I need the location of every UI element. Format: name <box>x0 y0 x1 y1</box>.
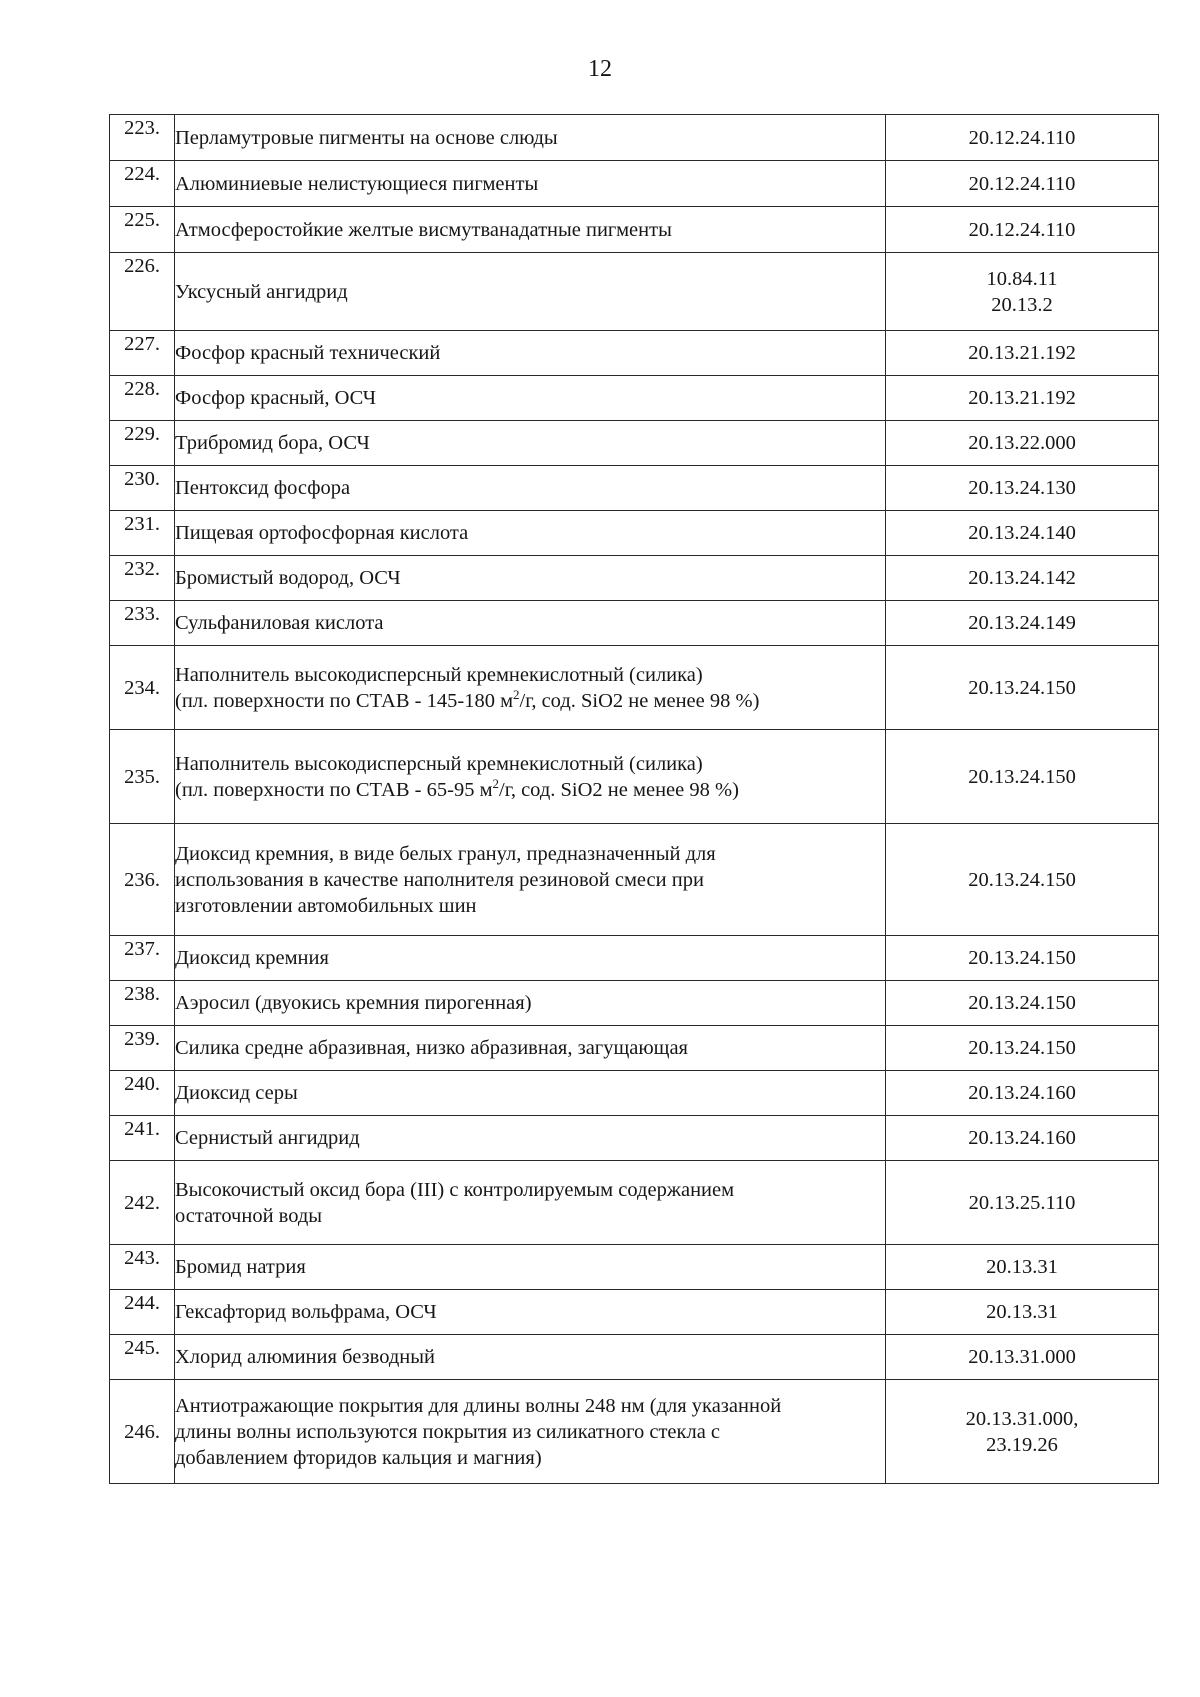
substance-name <box>175 421 886 466</box>
name-line: Диоксид серы <box>175 1082 298 1104</box>
okpd-code <box>886 1335 1159 1380</box>
name-line: Пентоксид фосфора <box>175 477 351 499</box>
code-line: 20.13.31 <box>986 1301 1058 1323</box>
table-row <box>110 1290 1159 1335</box>
table-row <box>110 161 1159 207</box>
row-number: 224. <box>110 161 175 207</box>
table-row <box>110 556 1159 601</box>
name-line: Уксусный ангидрид <box>175 280 348 303</box>
substances-table <box>109 114 1159 1484</box>
substance-name <box>175 1290 886 1335</box>
row-number: 236. <box>110 824 175 936</box>
name-line: Аэросил (двуокись кремния пирогенная) <box>175 992 532 1014</box>
table-row <box>110 466 1159 511</box>
name-line: Силика средне абразивная, низко абразивная, загущающая <box>175 1037 688 1059</box>
okpd-code <box>886 253 1159 331</box>
row-number: 227. <box>110 331 175 376</box>
row-number: 246. <box>110 1380 175 1484</box>
table-row <box>110 824 1159 936</box>
table-row <box>110 1335 1159 1380</box>
table-row <box>110 1245 1159 1290</box>
row-number: 245. <box>110 1335 175 1380</box>
name-fragment: /г, сод. SiO2 не менее 98 %) <box>519 689 760 712</box>
row-number: 244. <box>110 1290 175 1335</box>
okpd-code <box>886 646 1159 730</box>
name-line: остаточной воды <box>175 1204 323 1227</box>
okpd-code <box>886 1290 1159 1335</box>
code-line: 20.13.2 <box>991 293 1053 316</box>
row-number: 231. <box>110 511 175 556</box>
okpd-code <box>886 161 1159 207</box>
name-line: Бромид натрия <box>175 1256 306 1278</box>
name-line: Фосфор красный технический <box>175 342 441 364</box>
okpd-code <box>886 936 1159 981</box>
substance-name <box>175 936 886 981</box>
row-number: 241. <box>110 1116 175 1161</box>
row-number: 233. <box>110 601 175 646</box>
okpd-code <box>886 115 1159 161</box>
name-line: Наполнитель высокодисперсный кремнекислотный (силика) <box>175 752 703 775</box>
table-row <box>110 421 1159 466</box>
name-line: Сернистый ангидрид <box>175 1127 360 1149</box>
code-line: 20.13.22.000 <box>968 432 1076 454</box>
okpd-code <box>886 1026 1159 1071</box>
code-line: 23.19.26 <box>986 1433 1058 1456</box>
row-number: 225. <box>110 207 175 253</box>
substance-name <box>175 1071 886 1116</box>
name-fragment: (пл. поверхности по СТАВ - 145-180 м <box>175 689 514 712</box>
name-line: Трибромид бора, ОСЧ <box>175 432 370 454</box>
row-number: 232. <box>110 556 175 601</box>
substance-name <box>175 161 886 207</box>
name-line: использования в качестве наполнителя резиновой смеси при <box>175 868 704 891</box>
code-line: 20.13.24.150 <box>968 947 1076 969</box>
row-number: 238. <box>110 981 175 1026</box>
row-number: 234. <box>110 646 175 730</box>
table-row <box>110 331 1159 376</box>
okpd-code <box>886 207 1159 253</box>
code-line: 20.13.24.149 <box>968 612 1076 634</box>
substance-name <box>175 1245 886 1290</box>
okpd-code <box>886 331 1159 376</box>
code-line: 20.13.21.192 <box>968 342 1076 364</box>
page-number: 12 <box>588 56 612 82</box>
table-body <box>110 115 1159 1484</box>
substance-name <box>175 1116 886 1161</box>
okpd-code <box>886 466 1159 511</box>
okpd-code <box>886 1161 1159 1245</box>
code-line: 20.13.24.160 <box>968 1082 1076 1104</box>
name-line: Сульфаниловая кислота <box>175 612 384 634</box>
substance-name <box>175 1380 886 1484</box>
substance-name <box>175 511 886 556</box>
table-row <box>110 511 1159 556</box>
table-row <box>110 253 1159 331</box>
code-line: 20.13.24.142 <box>968 567 1076 589</box>
row-number: 237. <box>110 936 175 981</box>
table-row <box>110 115 1159 161</box>
code-line: 20.12.24.110 <box>968 172 1076 195</box>
code-line: 20.13.24.150 <box>968 676 1076 699</box>
okpd-code <box>886 601 1159 646</box>
name-line: добавлением фторидов кальция и магния) <box>175 1446 542 1469</box>
okpd-code <box>886 1380 1159 1484</box>
name-line: Диоксид кремния, в виде белых гранул, предназначенный для <box>175 842 716 865</box>
code-line: 20.13.31.000, <box>965 1407 1079 1430</box>
table-row <box>110 1380 1159 1484</box>
row-number: 229. <box>110 421 175 466</box>
code-line: 20.13.24.150 <box>968 765 1076 788</box>
code-line: 20.12.24.110 <box>968 218 1076 241</box>
row-number: 228. <box>110 376 175 421</box>
okpd-code <box>886 730 1159 824</box>
table-row <box>110 981 1159 1026</box>
code-line: 10.84.11 <box>986 267 1058 290</box>
okpd-code <box>886 421 1159 466</box>
substance-name <box>175 1026 886 1071</box>
substance-name <box>175 376 886 421</box>
table-row <box>110 1026 1159 1071</box>
substance-name <box>175 253 886 331</box>
okpd-code <box>886 1245 1159 1290</box>
code-line: 20.13.31 <box>986 1256 1058 1278</box>
code-line: 20.13.24.160 <box>968 1127 1076 1149</box>
okpd-code <box>886 376 1159 421</box>
substance-name <box>175 1335 886 1380</box>
substance-name <box>175 981 886 1026</box>
table-row <box>110 730 1159 824</box>
row-number: 235. <box>110 730 175 824</box>
substance-name <box>175 646 886 730</box>
code-line: 20.13.24.150 <box>968 1037 1076 1059</box>
name-line: Перламутровые пигменты на основе слюды <box>175 126 558 149</box>
name-fragment: /г, сод. SiO2 не менее 98 %) <box>499 778 739 801</box>
substance-name <box>175 824 886 936</box>
okpd-code <box>886 1071 1159 1116</box>
table-row <box>110 1071 1159 1116</box>
name-line: Фосфор красный, ОСЧ <box>175 387 377 409</box>
table-row <box>110 376 1159 421</box>
okpd-code <box>886 511 1159 556</box>
unit-superscript: 2 <box>513 686 520 702</box>
name-line: Пищевая ортофосфорная кислота <box>175 522 469 544</box>
substance-name <box>175 556 886 601</box>
name-line: изготовлении автомобильных шин <box>175 894 477 917</box>
row-number: 243. <box>110 1245 175 1290</box>
substance-name <box>175 1161 886 1245</box>
code-line: 20.13.25.110 <box>968 1191 1076 1214</box>
row-number: 242. <box>110 1161 175 1245</box>
substance-name <box>175 730 886 824</box>
name-line: Антиотражающие покрытия для длины волны 248 нм (для указанной <box>175 1394 782 1417</box>
name-line: Алюминиевые нелистующиеся пигменты <box>175 172 539 195</box>
substance-name <box>175 115 886 161</box>
name-line: длины волны используются покрытия из силикатного стекла с <box>175 1420 721 1443</box>
unit-superscript: 2 <box>492 775 500 791</box>
code-line: 20.13.24.150 <box>968 868 1076 891</box>
code-line: 20.13.24.150 <box>968 992 1076 1014</box>
name-line: Высокочистый оксид бора (III) с контролируемым содержанием <box>175 1178 735 1201</box>
table-row <box>110 601 1159 646</box>
table-row <box>110 646 1159 730</box>
okpd-code <box>886 824 1159 936</box>
name-line: Атмосферостойкие желтые висмутванадатные пигменты <box>175 218 672 241</box>
table-row <box>110 936 1159 981</box>
row-number: 226. <box>110 253 175 331</box>
okpd-code <box>886 981 1159 1026</box>
code-line: 20.13.24.130 <box>968 477 1076 499</box>
substance-name <box>175 601 886 646</box>
code-line: 20.12.24.110 <box>968 126 1076 149</box>
table-row <box>110 1116 1159 1161</box>
table-row <box>110 207 1159 253</box>
okpd-code <box>886 1116 1159 1161</box>
okpd-code <box>886 556 1159 601</box>
substance-name <box>175 331 886 376</box>
name-line: Диоксид кремния <box>175 947 329 969</box>
name-fragment: (пл. поверхности по СТАВ - 65-95 м <box>175 778 493 801</box>
row-number: 239. <box>110 1026 175 1071</box>
name-line: Хлорид алюминия безводный <box>175 1346 436 1368</box>
code-line: 20.13.24.140 <box>968 522 1076 544</box>
substance-name <box>175 207 886 253</box>
table-row <box>110 1161 1159 1245</box>
row-number: 240. <box>110 1071 175 1116</box>
name-line: Бромистый водород, ОСЧ <box>175 567 401 589</box>
row-number: 230. <box>110 466 175 511</box>
substance-name <box>175 466 886 511</box>
name-line <box>175 688 885 714</box>
name-line: Гексафторид вольфрама, ОСЧ <box>175 1301 437 1323</box>
code-line: 20.13.31.000 <box>968 1346 1076 1368</box>
name-line: Наполнитель высокодисперсный кремнекислотный (силика) <box>175 663 703 686</box>
code-line: 20.13.21.192 <box>968 387 1076 409</box>
row-number: 223. <box>110 115 175 161</box>
name-line <box>175 777 885 803</box>
